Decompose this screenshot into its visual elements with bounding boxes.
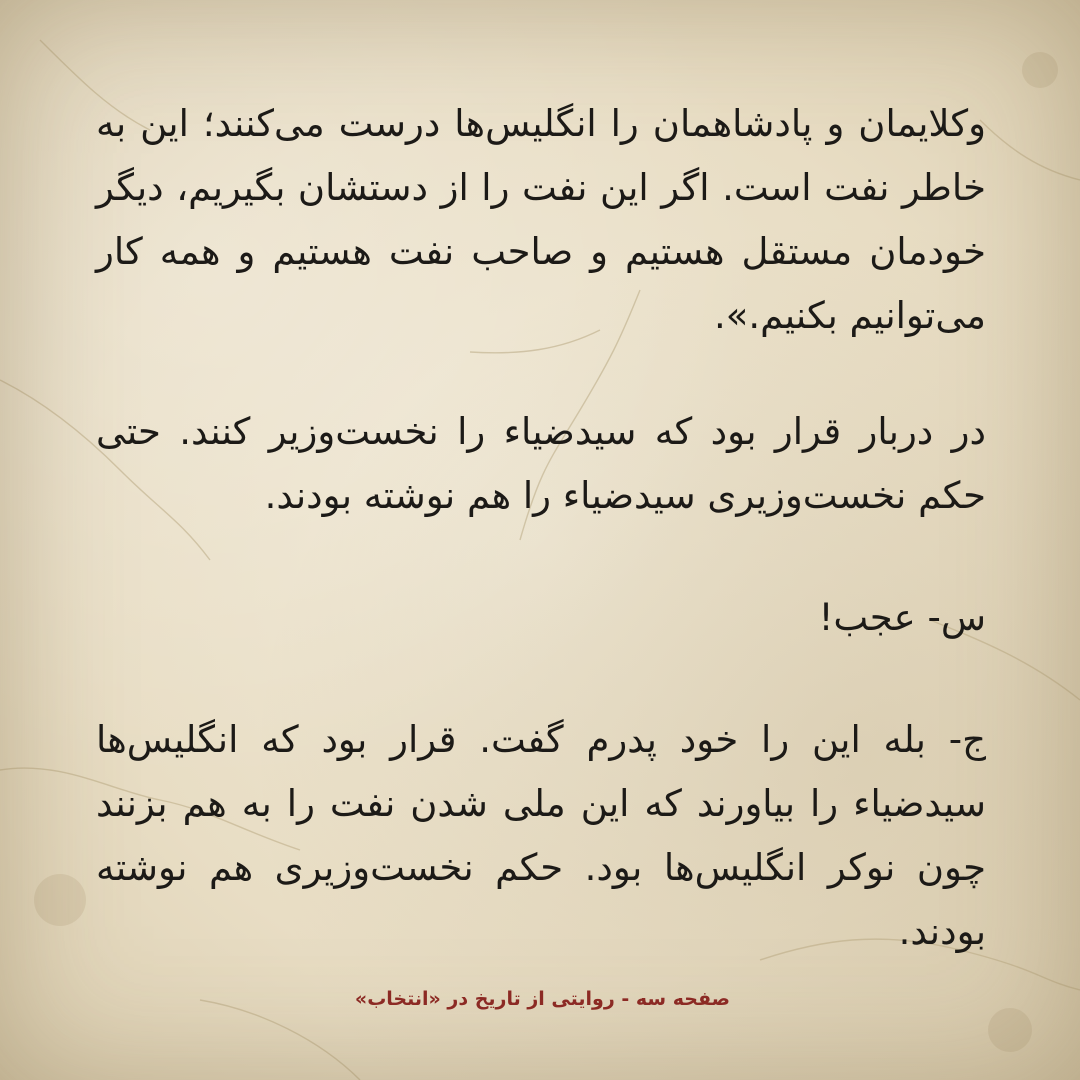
paragraph-4: ج- بله این را خود پدرم گفت. قرار بود که انگلیس‌ها سیدضیاء را بیاورند که این ملی شدن نفت را به هم بزنند چون نوکر انگلیس‌ها بود. حکم نخست‌وزیری هم نوشته بودند. [96,718,986,953]
paragraph-2: در دربار قرار بود که سیدضیاء را نخست‌وزیر کنند. حتی حکم نخست‌وزیری سیدضیاء را هم نوشته بودند. [96,410,986,517]
document-body [96,92,986,1052]
paragraph-3: س- عجب! [818,596,986,639]
paragraph-1: وکلایمان و پادشاهمان را انگلیس‌ها درست می‌کنند؛ این به خاطر نفت است. اگر این نفت را از دستشان بگیریم، دیگر خودمان مستقل هستیم و صاحب نفت هستیم و همه کار می‌توانیم بکنیم.». [96,102,986,337]
page-footer: صفحه سه - روایتی از تاریخ در «انتخاب» [354,988,730,1010]
